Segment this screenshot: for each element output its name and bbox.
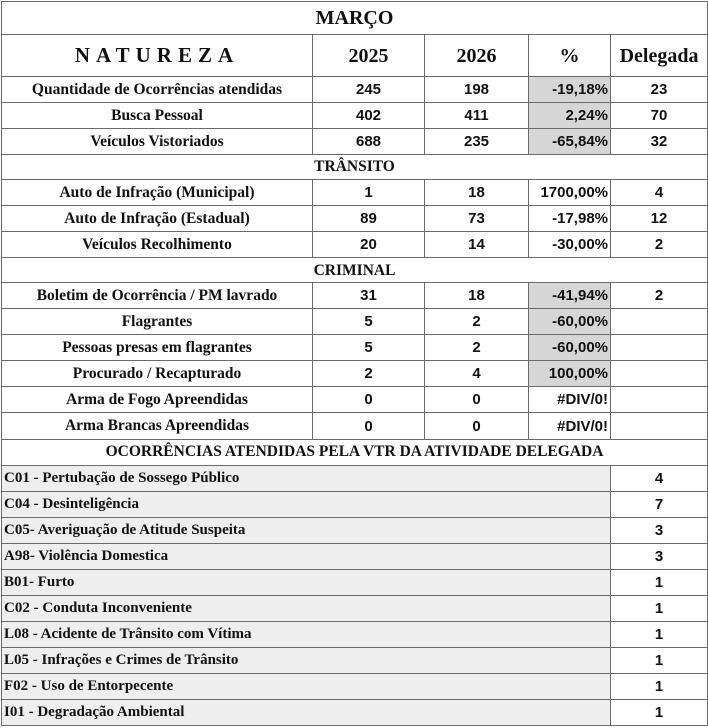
value-2025: 1	[313, 180, 425, 206]
section-heading-criminal: CRIMINAL	[2, 258, 708, 283]
list-item	[2, 569, 708, 595]
value-2025: 688	[313, 129, 425, 155]
occurrence-label: I01 - Degradação Ambiental	[2, 699, 611, 725]
table-row	[2, 309, 708, 335]
delegada-value	[611, 413, 708, 439]
delegada-value: 70	[611, 103, 708, 129]
occurrence-count: 3	[611, 517, 708, 543]
delegada-value: 4	[611, 180, 708, 206]
table-row	[2, 387, 708, 413]
occurrence-count: 1	[611, 621, 708, 647]
list-item	[2, 543, 708, 569]
header-percent: %	[529, 35, 611, 77]
table-row	[2, 77, 708, 103]
occurrence-count: 1	[611, 569, 708, 595]
percent-change: -17,98%	[529, 206, 611, 232]
value-2025: 0	[313, 413, 425, 439]
percent-change: -65,84%	[529, 129, 611, 155]
section-row	[2, 439, 708, 465]
occurrence-count: 1	[611, 647, 708, 673]
row-label: Quantidade de Ocorrências atendidas	[2, 77, 313, 103]
row-label: Arma de Fogo Apreendidas	[2, 387, 313, 413]
value-2026: 2	[425, 335, 529, 361]
occurrence-label: F02 - Uso de Entorpecente	[2, 673, 611, 699]
delegada-value	[611, 335, 708, 361]
table-row	[2, 413, 708, 439]
occurrence-count: 1	[611, 595, 708, 621]
table-row	[2, 283, 708, 309]
list-item	[2, 465, 708, 491]
value-2026: 4	[425, 361, 529, 387]
list-item	[2, 517, 708, 543]
report-table	[1, 1, 708, 726]
value-2025: 0	[313, 387, 425, 413]
row-label: Flagrantes	[2, 309, 313, 335]
value-2026: 18	[425, 180, 529, 206]
value-2025: 2	[313, 361, 425, 387]
delegada-value	[611, 387, 708, 413]
table-row	[2, 206, 708, 232]
table-row	[2, 180, 708, 206]
occurrence-label: B01- Furto	[2, 569, 611, 595]
delegada-value: 2	[611, 232, 708, 258]
section-row	[2, 155, 708, 180]
occurrence-count: 3	[611, 543, 708, 569]
header-delegada: Delegada	[611, 35, 708, 77]
value-2026: 0	[425, 413, 529, 439]
occurrence-label: C05- Averiguação de Atitude Suspeita	[2, 517, 611, 543]
percent-change: -60,00%	[529, 335, 611, 361]
value-2025: 402	[313, 103, 425, 129]
header-row	[2, 35, 708, 77]
report-title: MARÇO	[2, 2, 708, 35]
percent-change: 1700,00%	[529, 180, 611, 206]
value-2026: 0	[425, 387, 529, 413]
occurrence-label: C01 - Pertubação de Sossego Público	[2, 465, 611, 491]
section-heading-ocorrencias: OCORRÊNCIAS ATENDIDAS PELA VTR DA ATIVIDADE DELEGADA	[2, 439, 708, 465]
value-2026: 14	[425, 232, 529, 258]
occurrence-count: 1	[611, 673, 708, 699]
value-2025: 31	[313, 283, 425, 309]
value-2026: 411	[425, 103, 529, 129]
row-label: Boletim de Ocorrência / PM lavrado	[2, 283, 313, 309]
value-2026: 235	[425, 129, 529, 155]
row-label: Pessoas presas em flagrantes	[2, 335, 313, 361]
percent-change: -60,00%	[529, 309, 611, 335]
delegada-value: 2	[611, 283, 708, 309]
list-item	[2, 595, 708, 621]
row-label: Auto de Infração (Municipal)	[2, 180, 313, 206]
value-2025: 20	[313, 232, 425, 258]
value-2026: 18	[425, 283, 529, 309]
table-row	[2, 129, 708, 155]
occurrence-count: 7	[611, 491, 708, 517]
percent-change: 2,24%	[529, 103, 611, 129]
occurrence-count: 1	[611, 699, 708, 725]
value-2025: 5	[313, 309, 425, 335]
delegada-value: 12	[611, 206, 708, 232]
list-item	[2, 621, 708, 647]
occurrence-label: C04 - Desinteligência	[2, 491, 611, 517]
occurrence-label: A98- Violência Domestica	[2, 543, 611, 569]
section-row	[2, 258, 708, 283]
delegada-value: 23	[611, 77, 708, 103]
header-year-2025: 2025	[313, 35, 425, 77]
row-label: Procurado / Recapturado	[2, 361, 313, 387]
delegada-value: 32	[611, 129, 708, 155]
list-item	[2, 647, 708, 673]
value-2025: 89	[313, 206, 425, 232]
percent-change: -41,94%	[529, 283, 611, 309]
value-2026: 73	[425, 206, 529, 232]
occurrence-count: 4	[611, 465, 708, 491]
percent-change: #DIV/0!	[529, 387, 611, 413]
list-item	[2, 491, 708, 517]
table-row	[2, 335, 708, 361]
percent-change: -30,00%	[529, 232, 611, 258]
row-label: Busca Pessoal	[2, 103, 313, 129]
row-label: Arma Brancas Apreendidas	[2, 413, 313, 439]
row-label: Veículos Vistoriados	[2, 129, 313, 155]
table-row	[2, 232, 708, 258]
percent-change: -19,18%	[529, 77, 611, 103]
value-2026: 198	[425, 77, 529, 103]
occurrence-label: L05 - Infrações e Crimes de Trânsito	[2, 647, 611, 673]
value-2026: 2	[425, 309, 529, 335]
table-row	[2, 103, 708, 129]
header-year-2026: 2026	[425, 35, 529, 77]
table-row	[2, 361, 708, 387]
occurrence-label: L08 - Acidente de Trânsito com Vítima	[2, 621, 611, 647]
row-label: Veículos Recolhimento	[2, 232, 313, 258]
delegada-value	[611, 309, 708, 335]
title-row	[2, 2, 708, 35]
percent-change: #DIV/0!	[529, 413, 611, 439]
value-2025: 5	[313, 335, 425, 361]
section-heading-transito: TRÂNSITO	[2, 155, 708, 180]
header-natureza: NATUREZA	[2, 35, 313, 77]
occurrence-label: C02 - Conduta Inconveniente	[2, 595, 611, 621]
percent-change: 100,00%	[529, 361, 611, 387]
value-2025: 245	[313, 77, 425, 103]
row-label: Auto de Infração (Estadual)	[2, 206, 313, 232]
list-item	[2, 673, 708, 699]
list-item	[2, 699, 708, 725]
delegada-value	[611, 361, 708, 387]
